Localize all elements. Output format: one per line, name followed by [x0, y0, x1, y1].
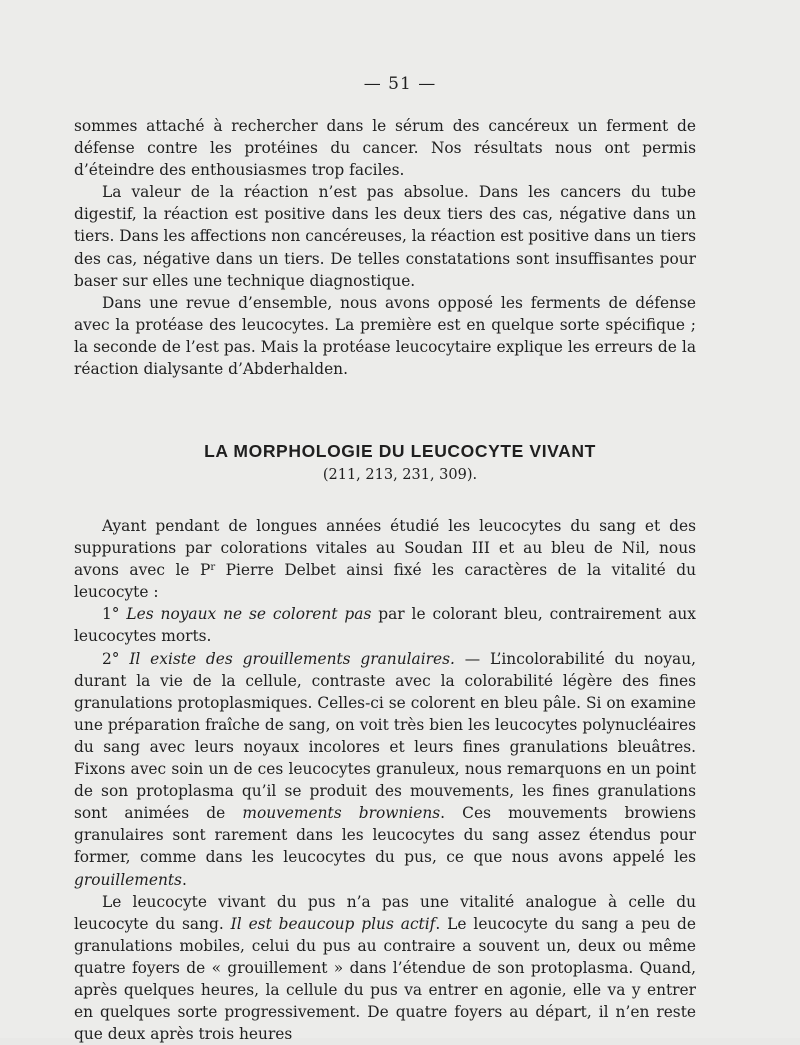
intro-paragraph-2: La valeur de la réaction n’est pas absolue. Dans les cancers du tube digestif, la réaction est positive dans les deux tiers des cas, négative dans un tiers. Dans les affections non cancéreuses, la réaction est positive dans un tiers des cas, négative dans un tiers. De telles constatations sont insuffisantes pour baser sur elles une technique diagnostique.	[74, 183, 696, 290]
text-run: par le colorant bleu, contrairement aux leucocytes morts.	[74, 605, 696, 646]
text-run: . Ces mouvements browiens granulaires sont rarement dans les leucocytes du sang assez étendus pour former, comme dans les leucocytes du pus, ce que nous avons appelé les	[74, 804, 696, 867]
body-paragraph-1	[74, 515, 696, 603]
emphasis: Il est beaucoup plus actif	[230, 914, 436, 933]
section-title: LA MORPHOLOGIE DU LEUCOCYTE VIVANT	[204, 441, 596, 461]
text-run: .	[181, 870, 187, 889]
text-run: . Le leucocyte du sang a peu de granulations mobiles, celui du pus au contraire a souvent un, deux ou même quatre foyers de « grouillement » dans l’étendue de son protoplasma. Quand, après quelques heures, la cellule du pus va entrer en agonie, elle va y entrer en quelques sorte progressivement. De quatre foyers au départ, il n’en reste que deux après trois heures	[74, 914, 696, 1044]
list-number: 2°	[102, 649, 120, 668]
page-number: — 51 —	[363, 74, 437, 94]
intro-paragraph-3: Dans une revue d’ensemble, nous avons opposé les ferments de défense avec la protéase des leucocytes. La première est en quelque sorte spécifique ; la seconde de l’est pas. Mais la protéase leucocytaire explique les erreurs de la réaction dialysante d’Abderhalden.	[74, 293, 696, 379]
intro-text	[74, 115, 696, 380]
list-number: 1°	[102, 605, 120, 624]
body-paragraph-4	[74, 891, 696, 1045]
emphasis: mouvements browniens	[242, 804, 441, 823]
text-run: Pierre Delbet ainsi fixé les caractères de la vitalité du leucocyte :	[74, 561, 696, 602]
intro-paragraph-1: sommes attaché à rechercher dans le sérum des cancéreux un ferment de défense contre les protéines du cancer. Nos résultats nous ont permis d’éteindre des enthousiasmes trop faciles.	[74, 117, 696, 180]
emphasis: Il existe des grouillements granulaires.	[129, 649, 455, 668]
emphasis: Les noyaux ne se colorent pas	[126, 605, 372, 624]
list-item-1	[74, 603, 696, 647]
emphasis: grouillements	[74, 870, 182, 889]
text-run: Le leucocyte vivant du pus n’a pas une vitalité analogue à celle du leucocyte du sang.	[74, 892, 696, 933]
section-references: (211, 213, 231, 309).	[322, 467, 478, 483]
text-run: Ayant pendant de longues années étudié les leucocytes du sang et des suppurations par colorations vitales au Soudan III et au bleu de Nil, nous avons avec le P	[74, 517, 696, 580]
list-item-2	[74, 648, 696, 891]
text-run: — L’incolorabilité du noyau, durant la vie de la cellule, contraste avec la colorabilité légère des fines granulations protoplasmiques. Celles-ci se colorent en bleu pâle. Si on examine une préparation fraîche de sang, on voit très bien les leucocytes polynucléaires du sang avec leurs noyaux incolores et leurs fines granulations bleuâtres. Fixons avec soin un de ces leucocytes granuleux, nous remarquons en un point de son protoplasma qu’il se produit des mouvements, les fines granulations sont animées de	[74, 649, 696, 823]
superscript: r	[210, 562, 216, 574]
body-text	[74, 515, 696, 1045]
